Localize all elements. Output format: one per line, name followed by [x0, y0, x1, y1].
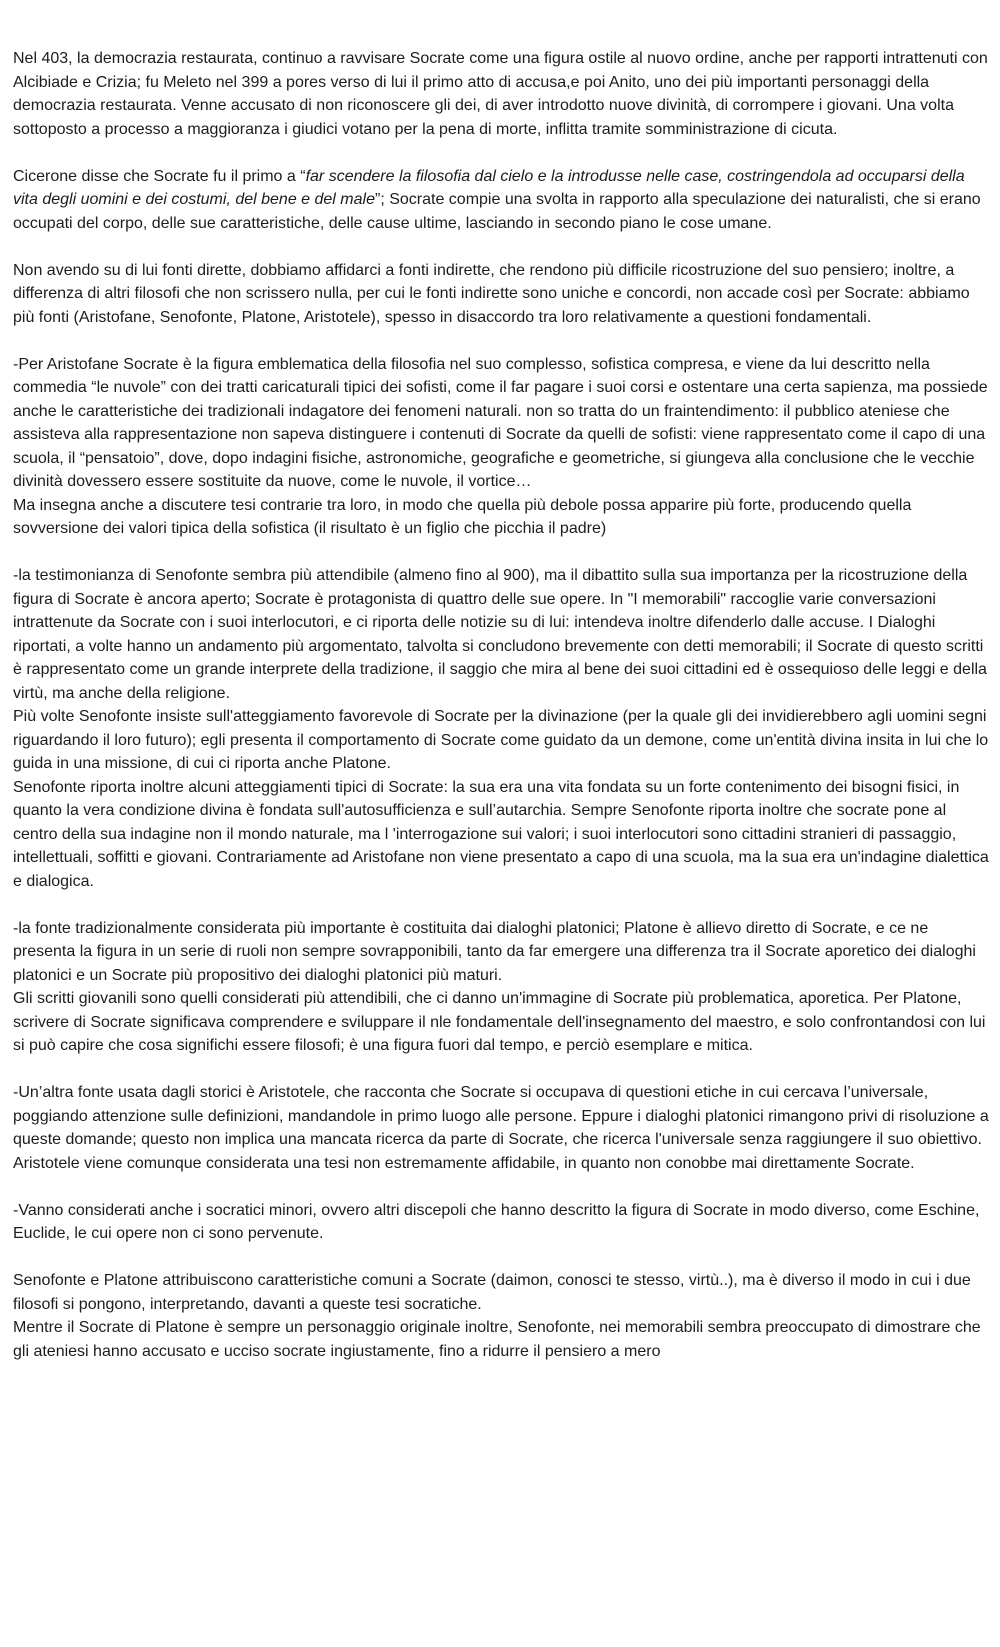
paragraph-aristofane: -Per Aristofane Socrate è la figura emblematica della filosofia nel suo complesso, sofistica compresa, e viene da lui descritto nella commedia “le nuvole” con dei tratti caricaturali tipici dei sofisti, come il far pagare i suoi corsi e ostentare una certa sapienza, ma possiede anche le caratteristiche dei tradizionali indagatore dei fenomeni naturali. non so tratta do un fraintendimento: il pubblico ateniese che assisteva alla rappresentazione non sapeva distinguere i contenuti di Socrate da quelli de sofisti: viene rappresentato come il capo di una scuola, il “pensatoio”, dove, dopo indagini fisiche, astronomiche, geografiche e geometriche, si giungeva alla conclusione che le vecchie divinità dovessero essere sostituite da nuove, come le nuvole, il vortice… [13, 355, 988, 490]
paragraph-platone-scritti-giovanili: Gli scritti giovanili sono quelli considerati più attendibili, che ci danno un'immagine di Socrate più problematica, aporetica. Per Platone, scrivere di Socrate significava comprendere e sviluppare il nle fondamentale dell'insegnamento del maestro, e solo confrontandosi con lui si può capire che cosa significhi essere filosofi; è una figura fuori dal tempo, e perciò esemplare e mitica. [13, 990, 986, 1054]
cicero-quote: far scendere la filosofia dal cielo e la introdusse nelle case, costringendola ad occuparsi della vita degli uomini e dei costumi, del bene e del male [13, 167, 965, 208]
paragraph-aristotele: -Un’altra fonte usata dagli storici è Aristotele, che racconta che Socrate si occupava di questioni etiche in cui cercava l’universale, poggiando attenzione sulle definizioni, mandandole in primo luogo alle persone. Eppure i dialoghi platonici rimangono privi di risoluzione a queste domande; questo non implica una mancata ricerca da parte di Socrate, che ricerca l'universale senza raggiungere il suo obiettivo. Aristotele viene comunque considerata una tesi non estremamente affidabile, in quanto non conobbe mai direttamente Socrate. [13, 1084, 989, 1172]
paragraph-senofonte-atteggiamenti: Senofonte riporta inoltre alcuni atteggiamenti tipici di Socrate: la sua era una vita fondata su un forte contenimento dei bisogni fisici, in quanto la vera condizione divina è fondata sull'autosufficienza e sull’autarchia. Sempre Senofonte riporta inoltre che socrate pone al centro della sua indagine non il mondo naturale, ma l 'interrogazione sui valori; i suoi interlocutori sono cittadini stranieri di passaggio, intellettuali, soffitti e giovani. Contrariamente ad Aristofane non viene presentato a capo di una scuola, ma la sua era un'indagine dialettica e dialogica. [13, 778, 989, 890]
paragraph-sources: Non avendo su di lui fonti dirette, dobbiamo affidarci a fonti indirette, che rendono più difficile ricostruzione del suo pensiero; inoltre, a differenza di altri filosofi che non scrissero nulla, per cui le fonti indirette sono uniche e concordi, non accade così per Socrate: abbiamo più fonti (Aristofane, Senofonte, Platone, Aristotele), spesso in disaccordo tra loro relativamente a questioni fondamentali. [13, 261, 970, 326]
paragraph-cicero [13, 165, 993, 236]
cicero-intro-text: Cicerone disse che Socrate fu il primo a “ [13, 167, 306, 185]
paragraph-socrate-platone: Mentre il Socrate di Platone è sempre un personaggio originale inoltre, Senofonte, nei memorabili sembra preoccupato di dimostrare che gli ateniesi hanno accusato e ucciso socrate ingiustamente, fino a ridurre il pensiero a mero [13, 1319, 981, 1360]
paragraph-socratici-minori: -Vanno considerati anche i socratici minori, ovvero altri discepoli che hanno descritto la figura di Socrate in modo diverso, come Eschine, Euclide, le cui opere non ci sono pervenute. [13, 1201, 980, 1242]
paragraph-senofonte: -la testimonianza di Senofonte sembra più attendibile (almeno fino al 900), ma il dibattito sulla sua importanza per la ricostruzione della figura di Socrate è ancora aperto; Socrate è protagonista di quattro delle sue opere. In "I memorabili" raccoglie varie conversazioni intrattenute da Socrate con i suoi interlocutori, e ci riporta delle notizie su di lui: intendeva inoltre difenderlo dalle accuse. I Dialoghi riportati, a volte hanno un andamento più argomentato, talvolta si concludono brevemente con detti memorabili; il Socrate di questo scritti è rappresentato come un grande interprete della tradizione, il saggio che mira al bene dei suoi cittadini ed è ossequioso delle leggi e della virtù, ma anche della religione. [13, 567, 987, 702]
cicero-continuation-text: ”; Socrate compie una svolta in rapporto alla speculazione dei naturalisti, che si erano occupati del corpo, delle sue caratteristiche, delle cause ultime, lasciando in secondo piano le cose umane. [13, 191, 981, 232]
paragraph-trial: Nel 403, la democrazia restaurata, continuo a ravvisare Socrate come una figura ostile al nuovo ordine, anche per rapporti intrattenuti con Alcibiade e Crizia; fu Meleto nel 399 a pores verso di lui il primo atto di accusa,e poi Anito, uno dei più importanti personaggi della democrazia restaurata. Venne accusato di non riconoscere gli dei, di aver introdotto nuove divinità, di corrompere i giovani. Una volta sottoposto a processo a maggioranza i giudici votano per la pena di morte, inflitta tramite somministrazione di cicuta. [13, 50, 988, 138]
document-page [13, 47, 993, 1387]
paragraph-aristofane-sofistica: Ma insegna anche a discutere tesi contrarie tra loro, in modo che quella più debole possa apparire più forte, producendo quella sovversione dei valori tipica della sofistica (il risultato è un figlio che picchia il padre) [13, 496, 912, 537]
paragraph-platone: -la fonte tradizionalmente considerata più importante è costituita dai dialoghi platonici; Platone è allievo diretto di Socrate, e ce ne presenta la figura in un serie di ruoli non sempre sovrapponibili, tanto da far emergere una differenza tra il Socrate aporetico dei dialoghi platonici e un Socrate più propositivo dei dialoghi platonici più maturi. [13, 919, 976, 984]
paragraph-senofonte-platone: Senofonte e Platone attribuiscono caratteristiche comuni a Socrate (daimon, conosci te stesso, virtù..), ma è diverso il modo in cui i due filosofi si pongono, interpretando, davanti a queste tesi socratiche. [13, 1272, 971, 1313]
paragraph-senofonte-divinazione: Più volte Senofonte insiste sull'atteggiamento favorevole di Socrate per la divinazione (per la quale gli dei invidierebbero agli uomini segni riguardando il loro futuro); egli presenta il comportamento di Socrate come guidato da un demone, come un'entità divina insita in lui che lo guida in una missione, di cui ci riporta anche Platone. [13, 708, 989, 772]
